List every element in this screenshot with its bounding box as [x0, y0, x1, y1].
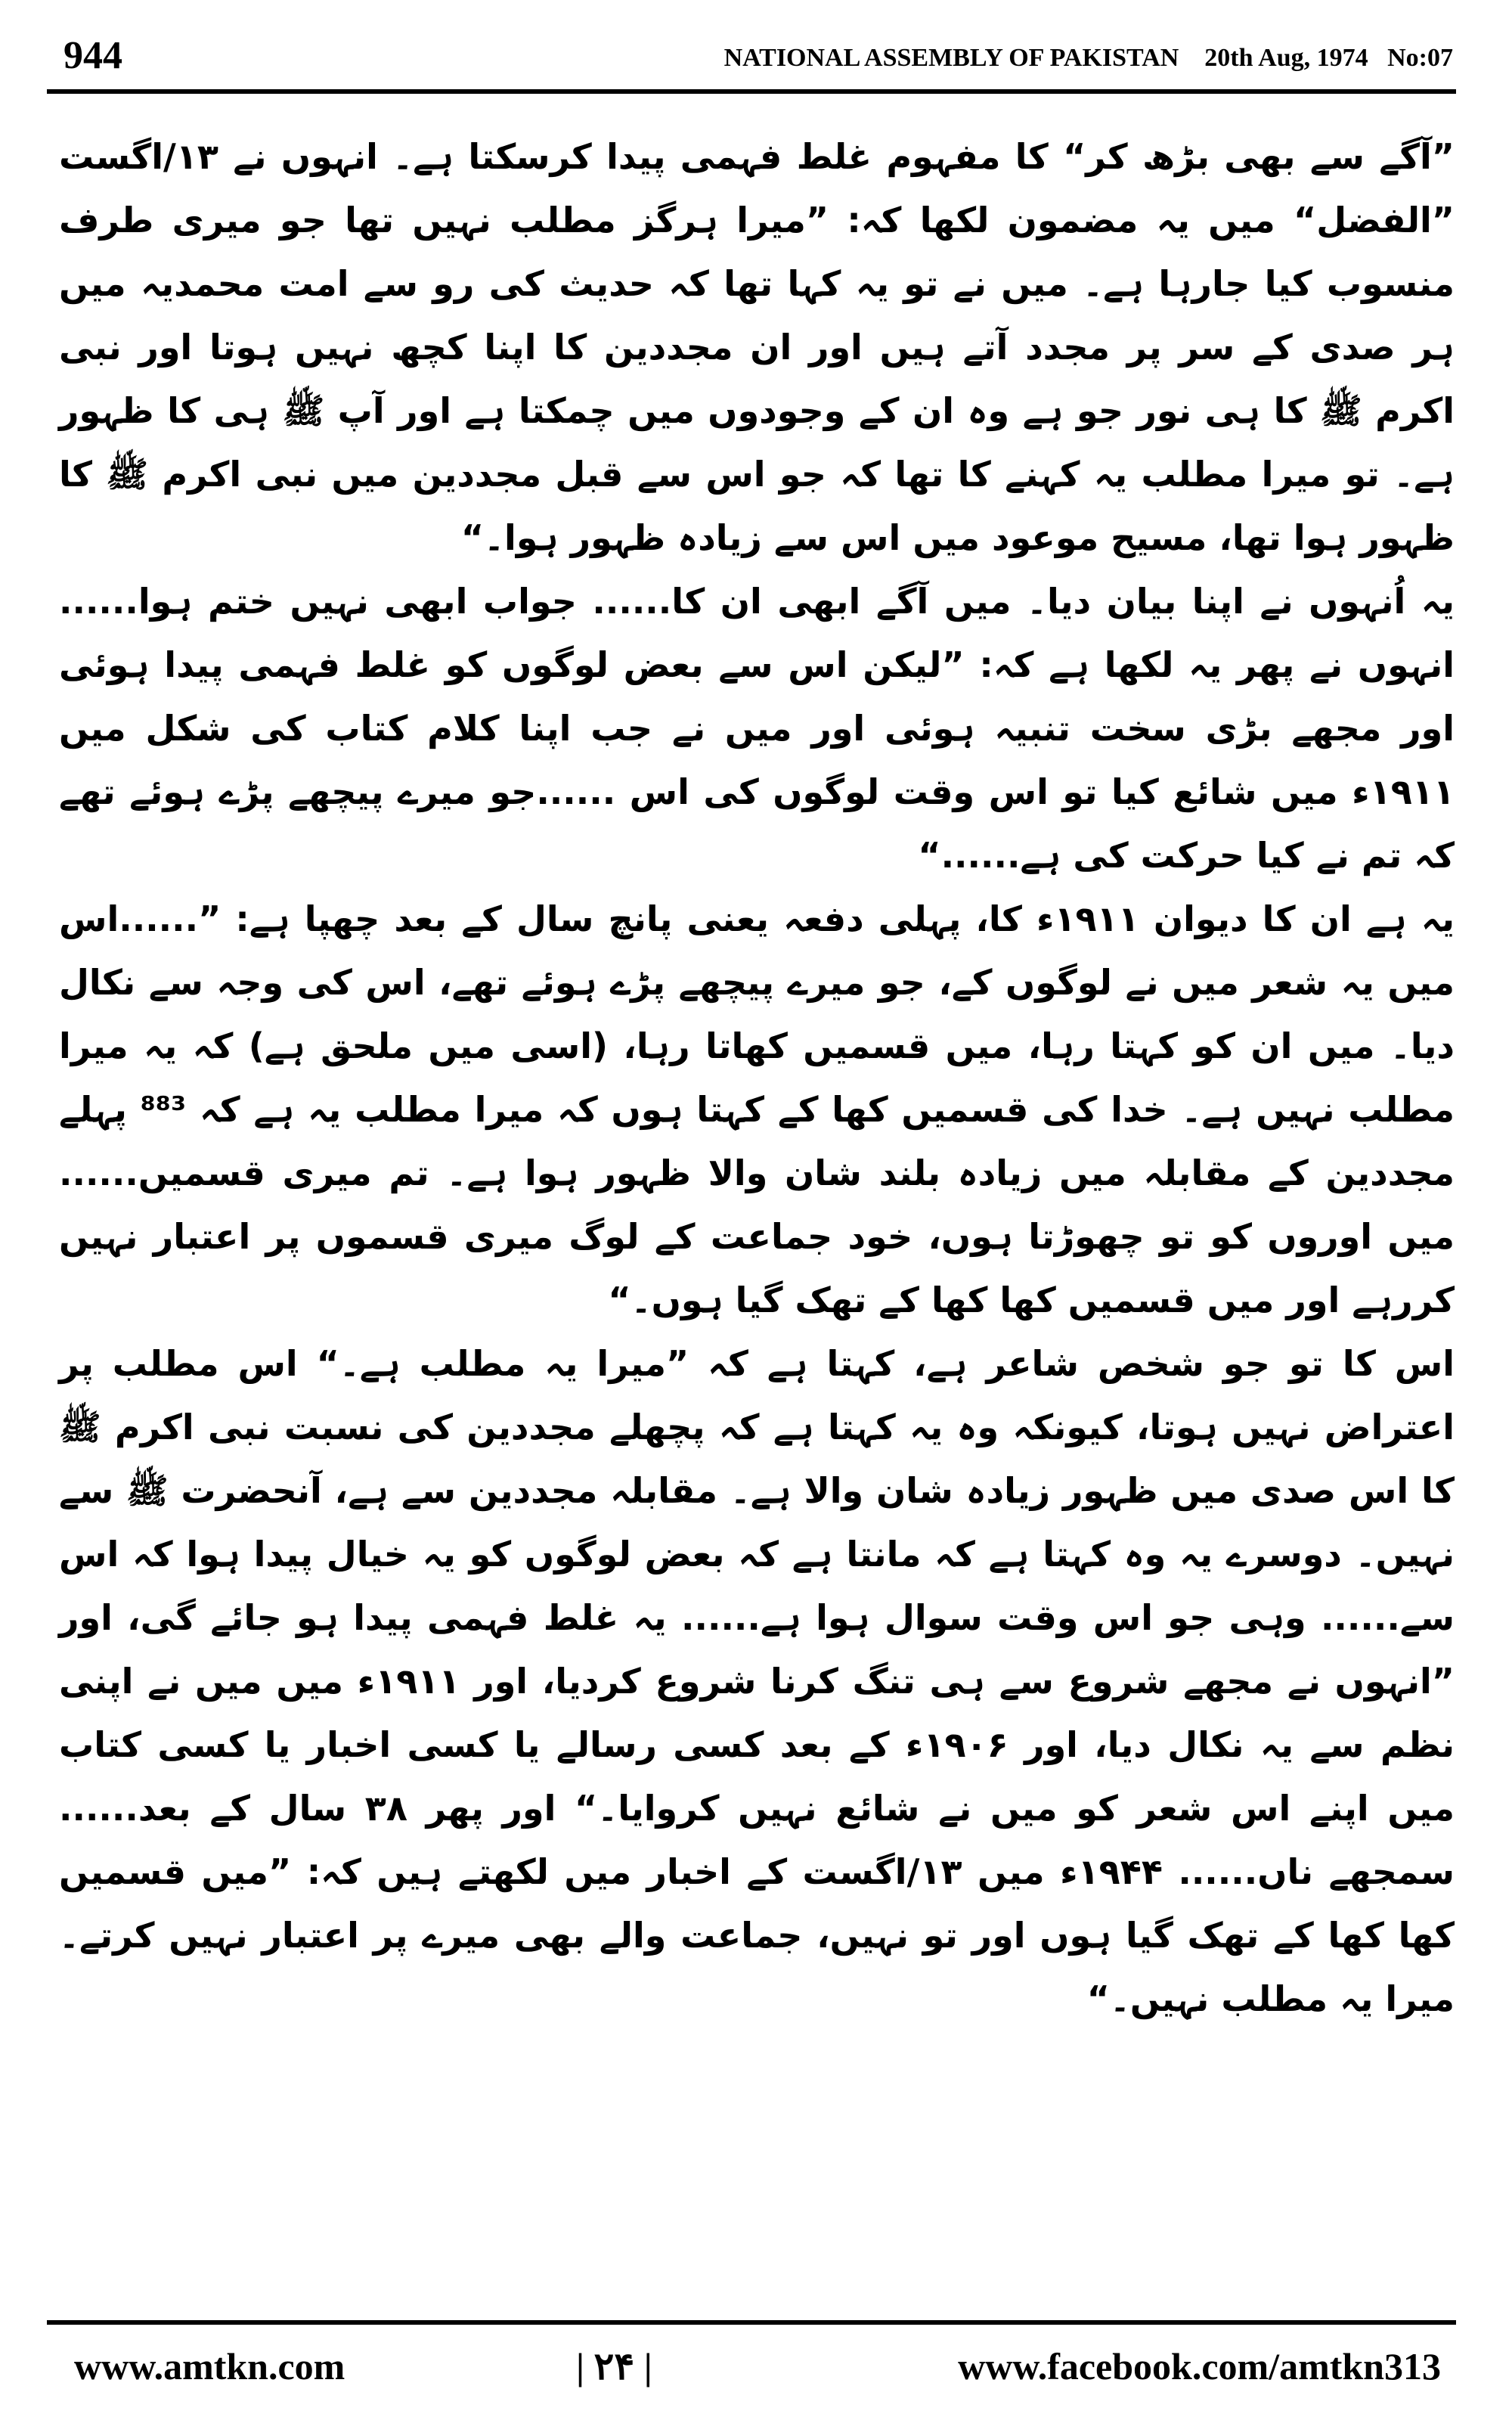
paragraph-4: اس کا تو جو شخص شاعر ہے، کہتا ہے کہ ”میرا یہ مطلب ہے۔“ اس مطلب پر اعتراض نہیں ہوتا، کیونکہ وہ یہ کہتا ہے کہ پچھلے مجددین کی نسبت نبی اکرم ﷺ کا اس صدی میں ظہور زیادہ شان والا ہے۔ مقابلہ مجددین سے ہے، آنحضرت ﷺ سے نہیں۔ دوسرے یہ وہ کہتا ہے کہ مانتا ہے کہ بعض لوگوں کو یہ خیال پیدا ہوا کہ اس سے...... وہی جو اس وقت سوال ہوا ہے...... یہ غلط فہمی پیدا ہو جائے گی، اور ”انہوں نے مجھے شروع سے ہی تنگ کرنا شروع کردیا، اور ۱۹۱۱ء میں میں نے اپنی نظم سے یہ نکال دیا، اور ۱۹۰۶ء کے بعد کسی رسالے یا کسی اخبار یا کسی کتاب میں اپنے اس شعر کو میں نے شائع نہیں کروایا۔“ اور پھر ۳۸ سال کے بعد...... سمجھے ناں...... ۱۹۴۴ء میں ۱۳/اگست کے اخبار میں لکھتے ہیں کہ: ”میں قسمیں کھا کھا کے تھک گیا ہوں اور تو نہیں، جماعت والے بھی میرے پر اعتبار نہیں کرتے۔ میرا یہ مطلب نہیں۔“: [59, 1343, 1455, 2019]
facebook-link[interactable]: www.facebook.com/amtkn313: [958, 2345, 1441, 2387]
running-header-title: NATIONAL ASSEMBLY OF PAKISTAN 20th Aug, 1974 No:07: [723, 44, 1453, 72]
footer-rule: [47, 2320, 1456, 2325]
header-rule: [47, 89, 1456, 94]
footer-page-number: | ۲۴ |: [576, 2345, 652, 2387]
page-footer: [47, 2344, 1456, 2405]
paragraph-1: ”آگے سے بھی بڑھ کر“ کا مفہوم غلط فہمی پیدا کرسکتا ہے۔ انہوں نے ۱۳/اگست ”الفضل“ میں یہ مضمون لکھا کہ: ”میرا ہرگز مطلب نہیں تھا جو میری طرف منسوب کیا جارہا ہے۔ میں نے تو یہ کہا تھا کہ حدیث کی رو سے امت محمدیہ میں ہر صدی کے سر پر مجدد آتے ہیں اور ان مجددین کا اپنا کچھ نہیں ہوتا اور نبی اکرم ﷺ کا ہی نور جو ہے وہ ان کے وجودوں میں چمکتا ہے اور آپ ﷺ ہی کا ظہور ہے۔ تو میرا مطلب یہ کہنے کا تھا کہ جو اس سے قبل مجددین میں نبی اکرم ﷺ کا ظہور ہوا تھا، مسیح موعود میں اس سے زیادہ ظہور ہوا۔“: [59, 136, 1455, 558]
website-link[interactable]: www.amtkn.com: [74, 2345, 345, 2387]
page-number: 944: [64, 34, 122, 77]
body-text: [59, 125, 1455, 2250]
page-header: [47, 30, 1453, 92]
paragraph-2: یہ اُنہوں نے اپنا بیان دیا۔ میں آگے ابھی ان کا...... جواب ابھی نہیں ختم ہوا...... انہوں نے پھر یہ لکھا ہے کہ: ”لیکن اس سے بعض لوگوں کو غلط فہمی پیدا ہوئی اور مجھے بڑی سخت تنبیہ ہوئی اور میں نے جب اپنا کلام کتاب کی شکل میں ۱۹۱۱ء میں شائع کیا تو اس وقت لوگوں کی اس ......جو میرے پیچھے پڑے ہوئے تھے کہ تم نے کیا حرکت کی ہے......“: [59, 581, 1455, 876]
paragraph-3: یہ ہے ان کا دیوان ۱۹۱۱ء کا، پہلی دفعہ یعنی پانچ سال کے بعد چھپا ہے: ”......اس میں یہ شعر میں نے لوگوں کے، جو میرے پیچھے پڑے ہوئے تھے، اس کی وجہ سے نکال دیا۔ میں ان کو کہتا رہا، میں قسمیں کھاتا رہا، (اسی میں ملحق ہے) کہ یہ میرا مطلب نہیں ہے۔ خدا کی قسمیں کھا کے کہتا ہوں کہ میرا مطلب یہ ہے کہ ⁸⁸³ پہلے مجددین کے مقابلہ میں زیادہ بلند شان والا ظہور ہوا ہے۔ تم میری قسمیں...... میں اوروں کو تو چھوڑتا ہوں، خود جماعت کے لوگ میری قسموں پر اعتبار نہیں کررہے اور میں قسمیں کھا کھا کے تھک گیا ہوں۔“: [59, 898, 1455, 1320]
